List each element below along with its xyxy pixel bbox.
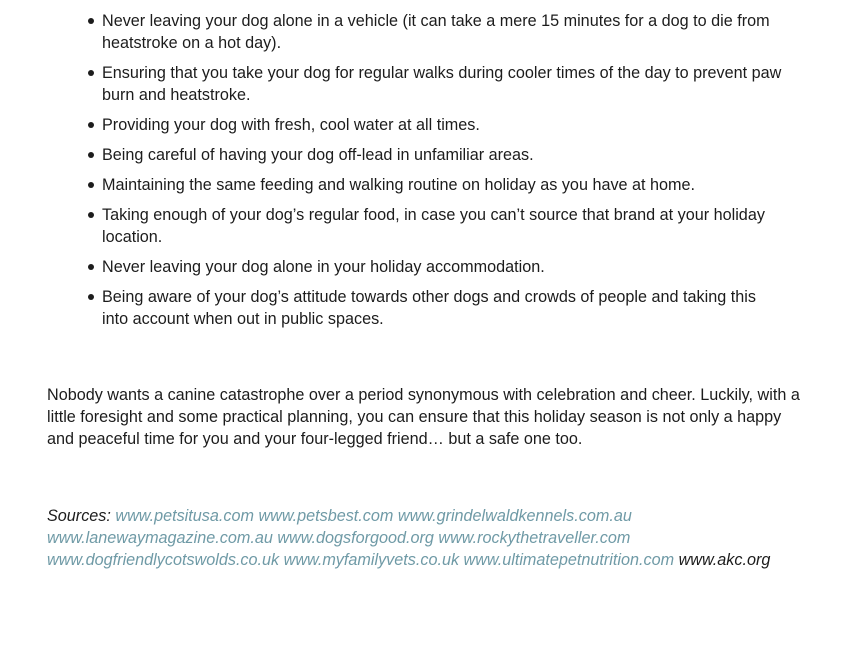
tips-list [86,10,786,338]
list-item: Never leaving your dog alone in a vehicle (it can take a mere 15 minutes for a dog to die from heatstroke on a hot day). [86,10,786,54]
list-item: Never leaving your dog alone in your holiday accommodation. [86,256,786,278]
source-link-petsitusa[interactable]: www.petsitusa.com [115,507,254,525]
source-link-lanewaymagazine[interactable]: www.lanewaymagazine.com.au [47,529,273,547]
source-link-ultimatepetnutrition[interactable]: www.ultimatepetnutrition.com [463,551,675,569]
list-item: Being aware of your dog’s attitude towards other dogs and crowds of people and taking this into account when out in public spaces. [86,286,786,330]
source-link-dogfriendlycotswolds[interactable]: www.dogfriendlycotswolds.co.uk [47,551,280,569]
list-item: Taking enough of your dog’s regular food, in case you can’t source that brand at your holiday location. [86,204,786,248]
closing-paragraph: Nobody wants a canine catastrophe over a period synonymous with celebration and cheer. Luckily, with a little foresight and some practical planning, you can ensure that this holiday season is not only a happy and peaceful time for you and your four-legged friend… but a safe one too. [47,386,800,448]
sources-label: Sources: [47,507,111,525]
source-link-grindelwaldkennels[interactable]: www.grindelwaldkennels.com.au [397,507,632,525]
list-item: Ensuring that you take your dog for regular walks during cooler times of the day to prevent paw burn and heatstroke. [86,62,786,106]
list-item: Being careful of having your dog off-lead in unfamiliar areas. [86,144,786,166]
list-item: Maintaining the same feeding and walking routine on holiday as you have at home. [86,174,786,196]
source-link-akc[interactable]: www.akc.org [678,551,771,569]
source-link-myfamilyvets[interactable]: www.myfamilyvets.co.uk [283,551,460,569]
source-link-rockythetraveller[interactable]: www.rockythetraveller.com [438,529,631,547]
list-item: Providing your dog with fresh, cool water at all times. [86,114,786,136]
source-link-dogsforgood[interactable]: www.dogsforgood.org [277,529,434,547]
source-link-petsbest[interactable]: www.petsbest.com [258,507,394,525]
sources-block [47,505,807,571]
